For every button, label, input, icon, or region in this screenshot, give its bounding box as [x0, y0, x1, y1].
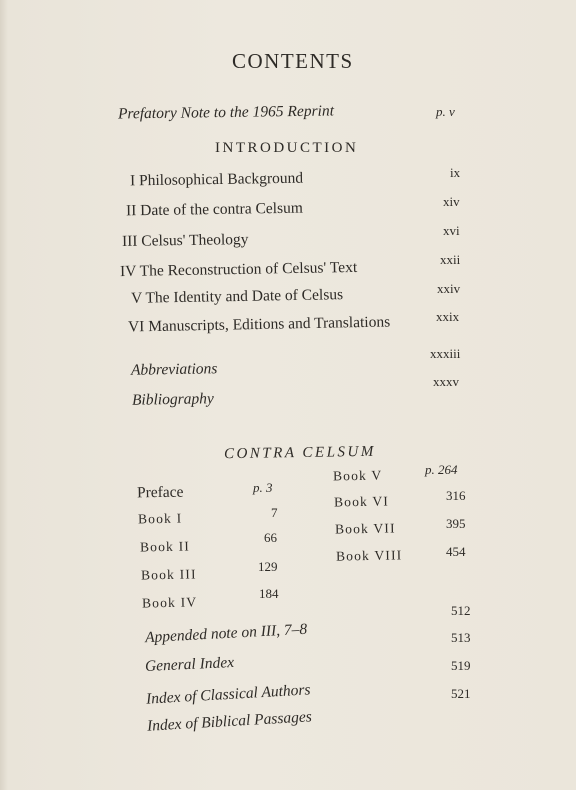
section-heading-introduction: INTRODUCTION: [215, 140, 359, 156]
toc-page-intro-5: xxiv: [437, 281, 461, 296]
toc-page-prefatory: p. v: [436, 104, 455, 119]
toc-page-appended-note: 512: [451, 603, 471, 618]
toc-page-intro-1: ix: [450, 165, 461, 180]
toc-page-book-6: 316: [446, 488, 466, 503]
toc-page-general-index: 513: [451, 630, 471, 645]
toc-entry-intro-1: I Philosophical Background: [129, 169, 304, 190]
toc-entry-preface: Preface: [136, 483, 184, 502]
toc-entry-intro-6: VI Manuscripts, Editions and Translations: [127, 313, 391, 336]
toc-entry-intro-5: V The Identity and Date of Celsus: [130, 286, 344, 307]
toc-entry-book-8: Book VIII: [335, 547, 403, 564]
toc-entry-book-2: Book II: [139, 538, 191, 555]
toc-page-biblical-passages: 521: [451, 686, 471, 701]
toc-page-book-1: 7: [271, 505, 278, 520]
toc-page-classical-authors: 519: [451, 658, 471, 673]
toc-page-intro-3: xvi: [443, 223, 460, 238]
section-heading-contra-celsum: CONTRA CELSUM: [223, 443, 376, 463]
toc-page-book-3: 129: [258, 559, 278, 574]
toc-entry-bibliography: Bibliography: [131, 390, 214, 409]
toc-entry-book-3: Book III: [140, 566, 197, 583]
toc-entry-book-6: Book VI: [333, 493, 390, 510]
toc-entry-book-4: Book IV: [141, 594, 198, 611]
toc-entry-appended-note: Appended note on III, 7–8: [144, 620, 308, 647]
toc-entry-intro-4: IV The Reconstruction of Celsus' Text: [119, 258, 358, 281]
toc-page-preface: p. 3: [253, 480, 273, 495]
toc-page-abbreviations: xxxiii: [430, 346, 461, 361]
toc-entry-prefatory: Prefatory Note to the 1965 Reprint: [117, 102, 335, 123]
toc-page-bibliography: xxxv: [433, 374, 459, 389]
toc-page-book-2: 66: [264, 530, 277, 545]
page-title: CONTENTS: [232, 49, 354, 73]
toc-entry-book-1: Book I: [137, 510, 183, 527]
toc-entry-classical-authors: Index of Classical Authors: [145, 681, 311, 708]
toc-entry-intro-2: II Date of the contra Celsum: [125, 199, 304, 220]
toc-page-intro-2: xiv: [443, 194, 460, 209]
toc-page-book-5: p. 264: [425, 462, 458, 477]
toc-page-intro-6: xxix: [436, 309, 460, 324]
toc-entry-book-5: Book V: [332, 467, 383, 484]
toc-entry-book-7: Book VII: [334, 520, 396, 537]
toc-page-book-4: 184: [259, 586, 279, 601]
toc-page-book-8: 454: [446, 544, 466, 559]
toc-entry-biblical-passages: Index of Biblical Passages: [146, 708, 313, 735]
toc-entry-abbreviations: Abbreviations: [130, 360, 218, 379]
toc-entry-intro-3: III Celsus' Theology: [121, 231, 249, 250]
toc-entry-general-index: General Index: [144, 653, 235, 676]
toc-page-intro-4: xxii: [440, 252, 461, 267]
toc-page-book-7: 395: [446, 516, 466, 531]
